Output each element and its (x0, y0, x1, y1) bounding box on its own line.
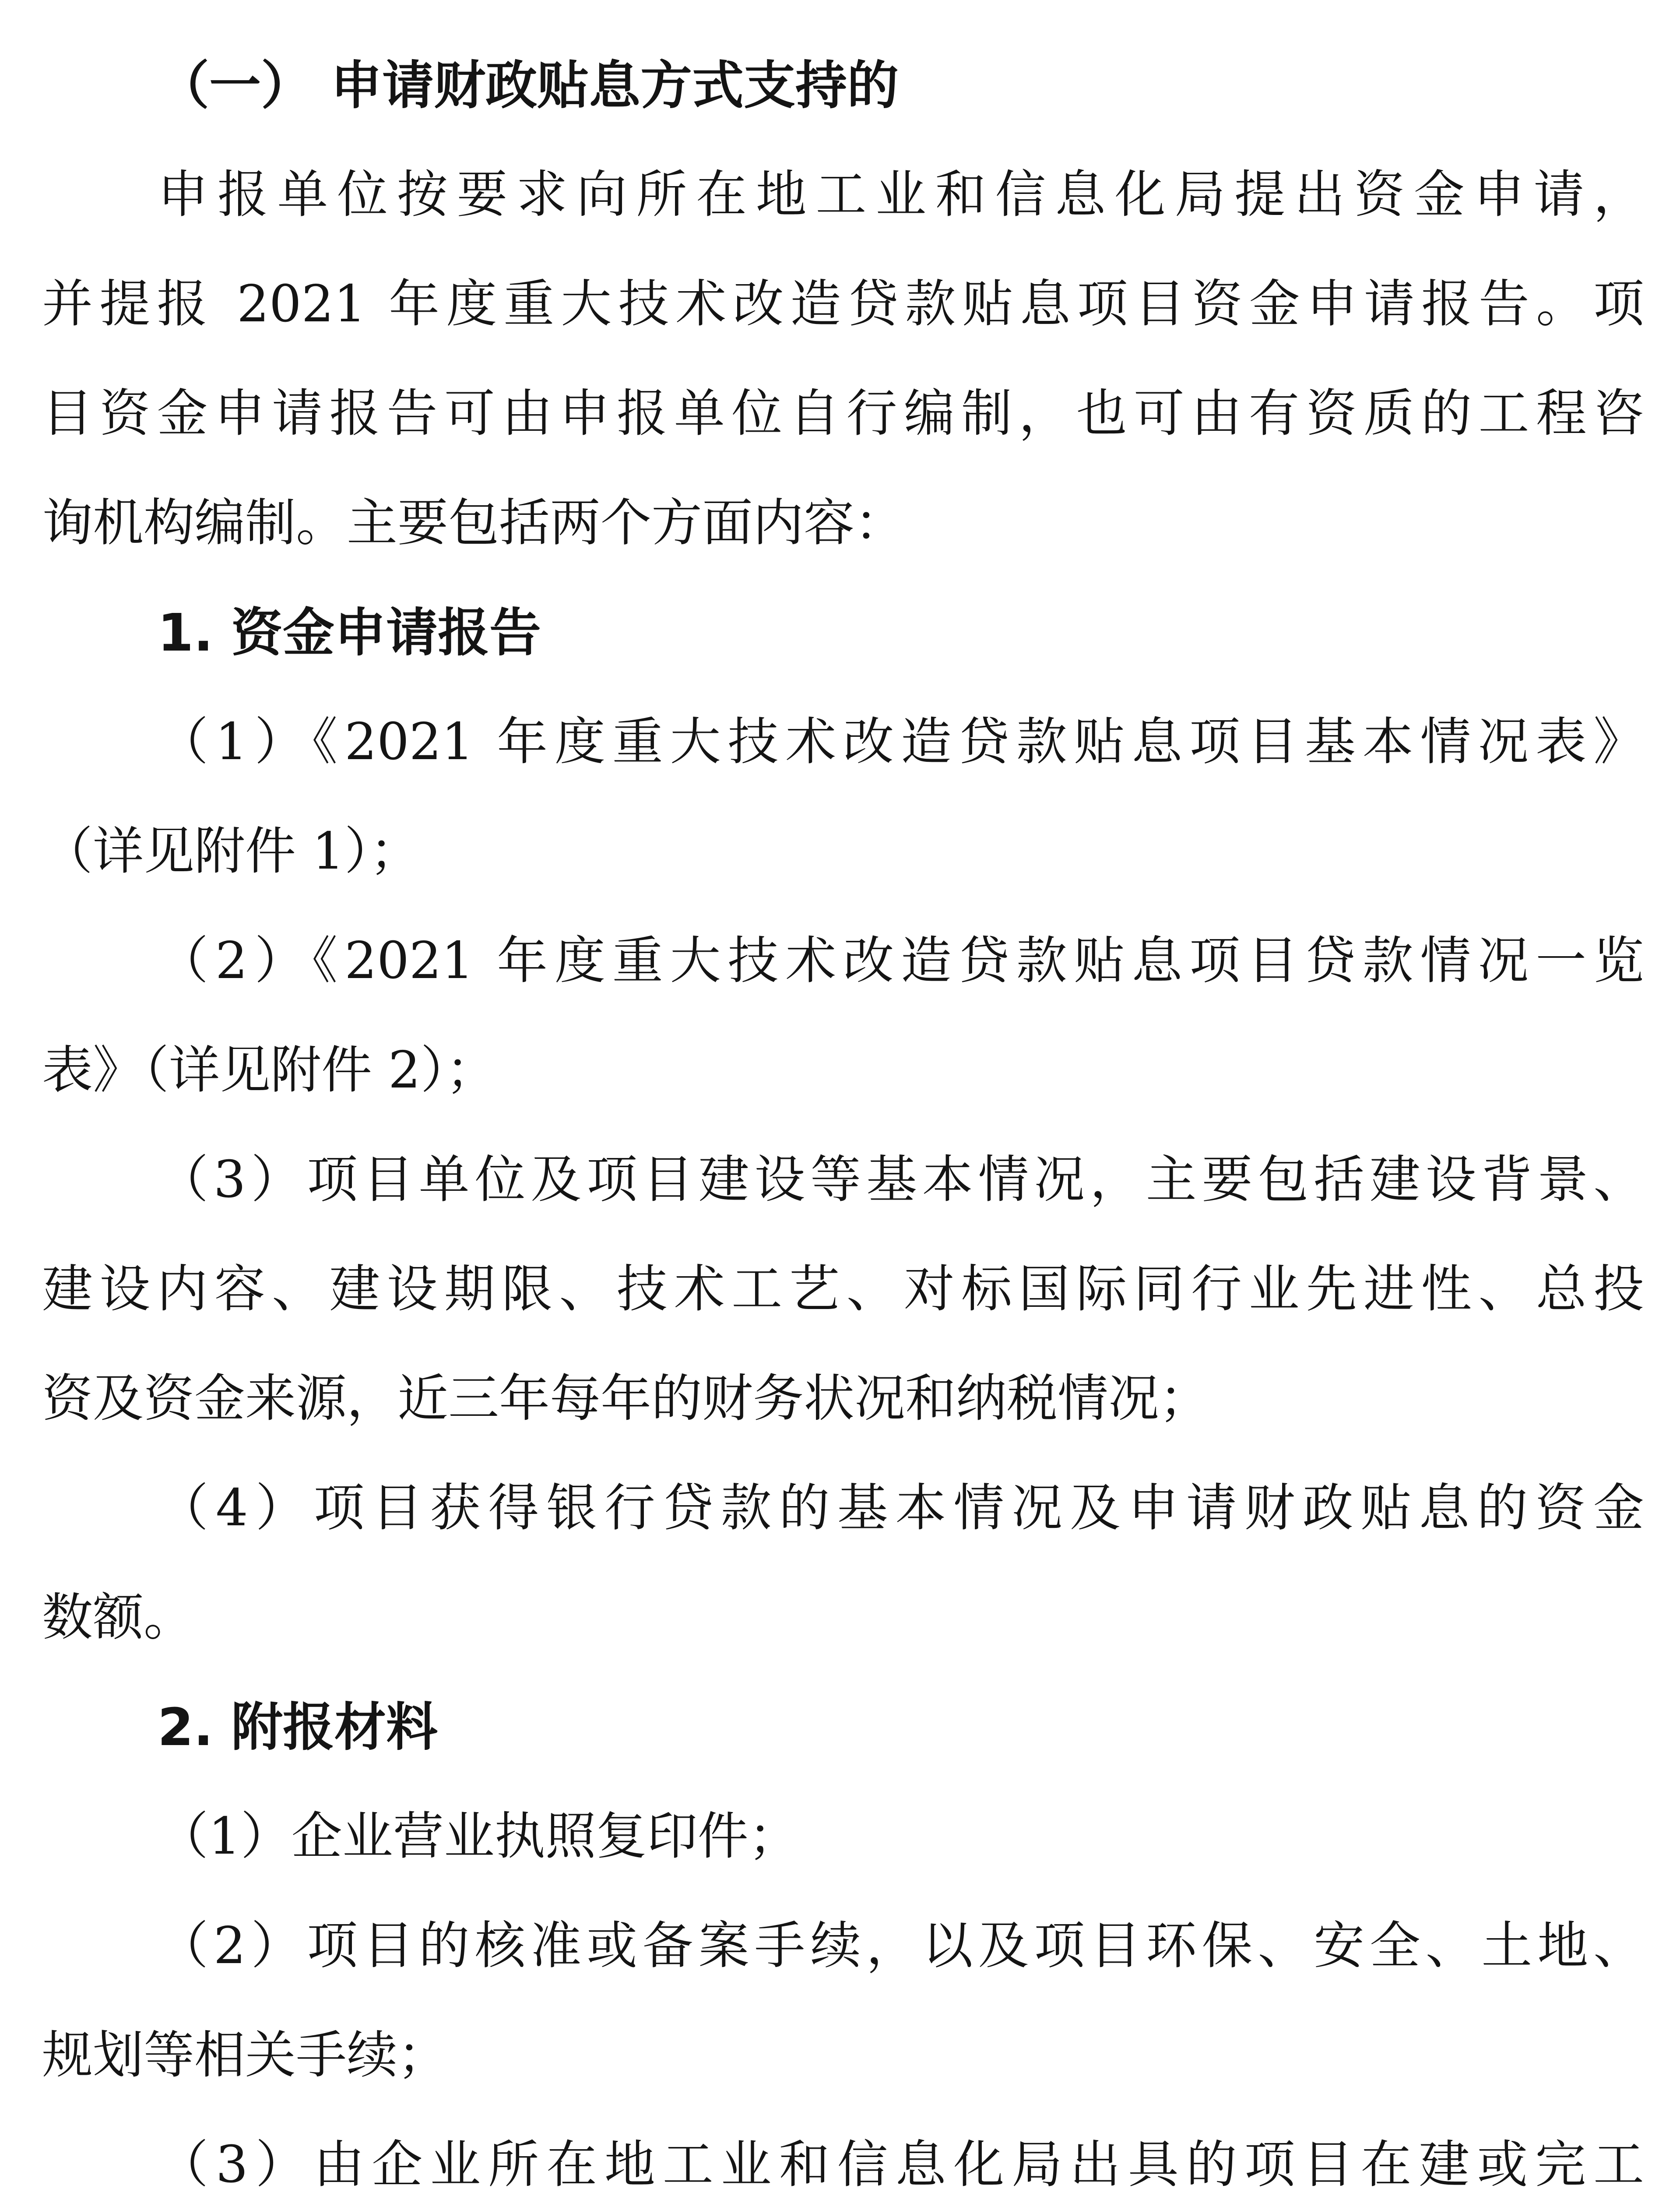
sub1-item-3-line-3: 资及资金来源，近三年每年的财务状况和纳税情况； (42, 1369, 1210, 1428)
intro-line-1: 申报单位按要求向所在地工业和信息化局提出资金申请， (158, 165, 1644, 224)
sub2-item-2-line-2: 规划等相关手续； (42, 2026, 448, 2085)
sub2-item-1 (42, 1782, 1644, 1891)
sub2-item-1-line-1: （1）企业营业执照复印件； (158, 1807, 799, 1866)
intro-line-3: 目资金申请报告可由申报单位自行编制，也可由有资质的工程咨 (42, 384, 1644, 443)
subsection-2-heading: 2. 附报材料 (158, 1697, 438, 1757)
sub1-item-4 (42, 1453, 1644, 1672)
subsection-1-heading: 1. 资金申请报告 (158, 602, 541, 663)
sub1-item-3 (42, 1125, 1644, 1453)
sub1-item-1-line-1: （1）《2021 年度重大技术改造贷款贴息项目基本情况表》 (158, 712, 1644, 771)
intro-paragraph (42, 140, 1644, 578)
document-body (42, 31, 1644, 2189)
sub2-item-2-line-1: （2）项目的核准或备案手续，以及项目环保、安全、土地、 (158, 1916, 1644, 1975)
sub1-item-2-line-1: （2）《2021 年度重大技术改造贷款贴息项目贷款情况一览 (158, 931, 1644, 990)
sub1-item-4-line-2: 数额。 (42, 1588, 194, 1647)
sub1-item-2 (42, 906, 1644, 1125)
intro-line-4: 询机构编制。主要包括两个方面内容： (42, 493, 905, 553)
sub1-item-1 (42, 687, 1644, 906)
sub2-item-3-line-1: （3）由企业所在地工业和信息化局出具的项目在建或完工 (158, 2135, 1644, 2189)
sub2-item-3 (42, 2110, 1644, 2189)
sub1-item-4-line-1: （4）项目获得银行贷款的基本情况及申请财政贴息的资金 (158, 1478, 1644, 1538)
intro-line-2: 并提报 2021 年度重大技术改造贷款贴息项目资金申请报告。项 (42, 275, 1644, 334)
sub2-item-2 (42, 1891, 1644, 2110)
sub1-item-3-line-1: （3）项目单位及项目建设等基本情况，主要包括建设背景、 (158, 1150, 1644, 1209)
sub1-item-2-line-2: 表》（详见附件 2）； (42, 1041, 497, 1100)
sub1-item-1-line-2: （详见附件 1）； (42, 822, 421, 881)
sub1-item-3-line-2: 建设内容、建设期限、技术工艺、对标国际同行业先进性、总投 (42, 1260, 1644, 1319)
section-heading: （一） 申请财政贴息方式支持的 (158, 55, 899, 116)
